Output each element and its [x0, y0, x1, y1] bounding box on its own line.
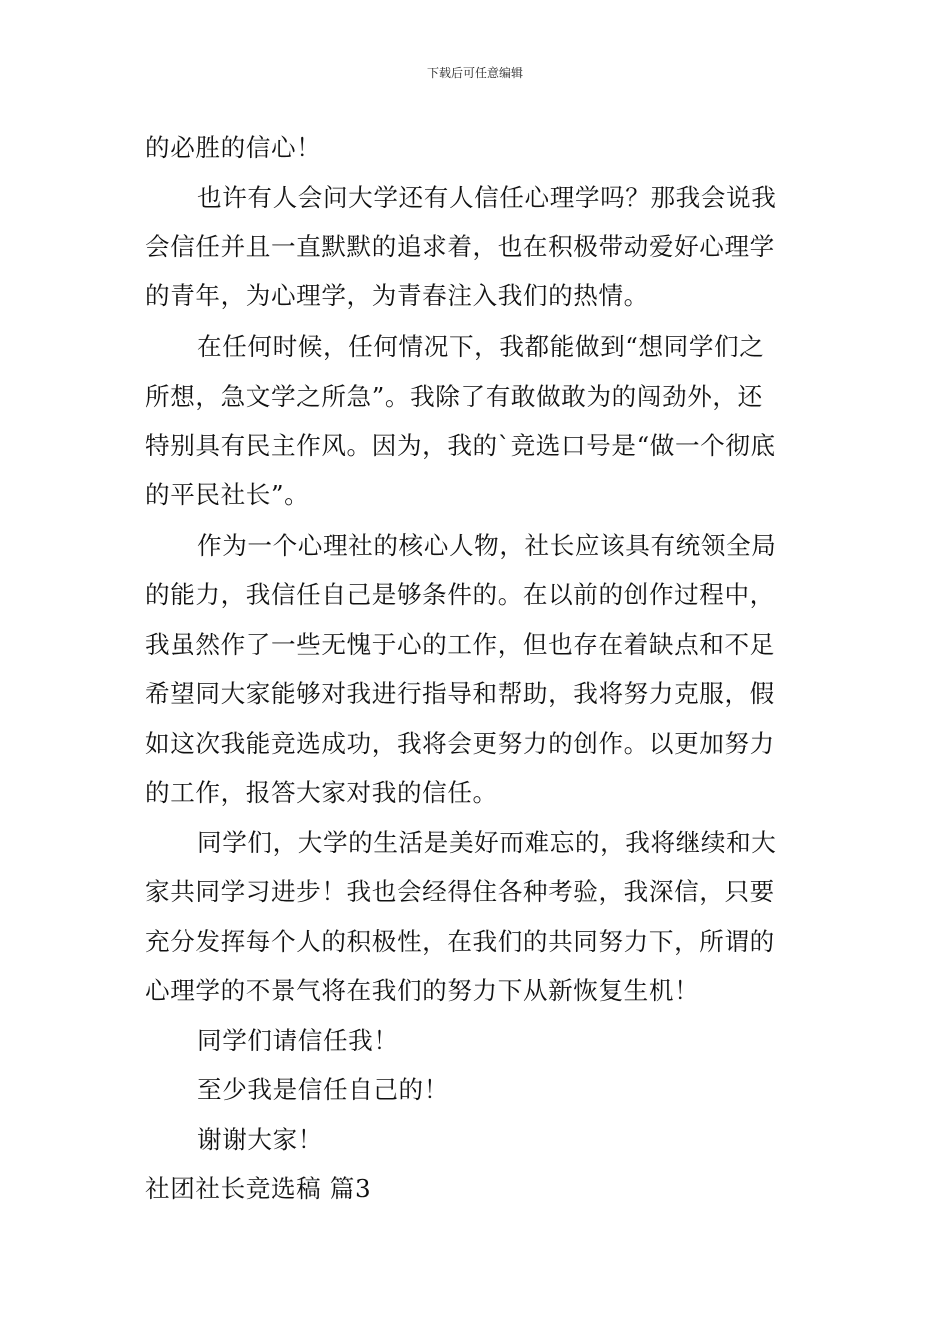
paragraph-start-line: 作为一个心理社的核心人物，社长应该具有统领全局 — [197, 531, 777, 560]
text-line: 如这次我能竞选成功，我将会更努力的创作。以更加努力 — [145, 729, 775, 758]
text-line: 的能力，我信任自己是够条件的。在以前的创作过程中， — [145, 580, 775, 609]
text-line: 家共同学习进步！我也会经得住各种考验，我深信，只要 — [145, 877, 775, 906]
text-line: 充分发挥每个人的积极性，在我们的共同努力下，所谓的 — [145, 927, 775, 956]
page-header: 下载后可任意编辑 — [426, 66, 523, 80]
paragraph-start-line: 谢谢大家！ — [197, 1125, 323, 1154]
text-line: 特别具有民主作风。因为，我的`竞选口号是“做一个彻底 — [145, 431, 776, 460]
text-line: 的工作，报答大家对我的信任。 — [145, 778, 498, 807]
text-line: 的必胜的信心！ — [145, 133, 322, 162]
paragraph-start-line: 在任何时候，任何情况下，我都能做到“想同学们之 — [197, 332, 765, 361]
text-line: 心理学的不景气将在我们的努力下从新恢复生机！ — [145, 976, 700, 1005]
text-line: 我虽然作了一些无愧于心的工作，但也存在着缺点和不足 — [145, 630, 775, 659]
section-heading: 社团社长竞选稿 篇3 — [145, 1174, 372, 1203]
text-line: 的平民社长”。 — [145, 480, 310, 509]
text-line: 希望同大家能够对我进行指导和帮助，我将努力克服，假 — [145, 679, 775, 708]
paragraph-start-line: 同学们请信任我！ — [197, 1026, 399, 1055]
text-line: 的青年，为心理学，为青春注入我们的热情。 — [145, 281, 649, 310]
text-line: 所想，急文学之所急”。我除了有敢做敢为的闯劲外，还 — [145, 382, 763, 411]
paragraph-start-line: 也许有人会问大学还有人信任心理学吗？那我会说我 — [197, 183, 777, 212]
text-line: 会信任并且一直默默的追求着，也在积极带动爱好心理学 — [145, 232, 775, 261]
paragraph-start-line: 至少我是信任自己的！ — [197, 1075, 449, 1104]
paragraph-start-line: 同学们，大学的生活是美好而难忘的，我将继续和大 — [197, 828, 777, 857]
